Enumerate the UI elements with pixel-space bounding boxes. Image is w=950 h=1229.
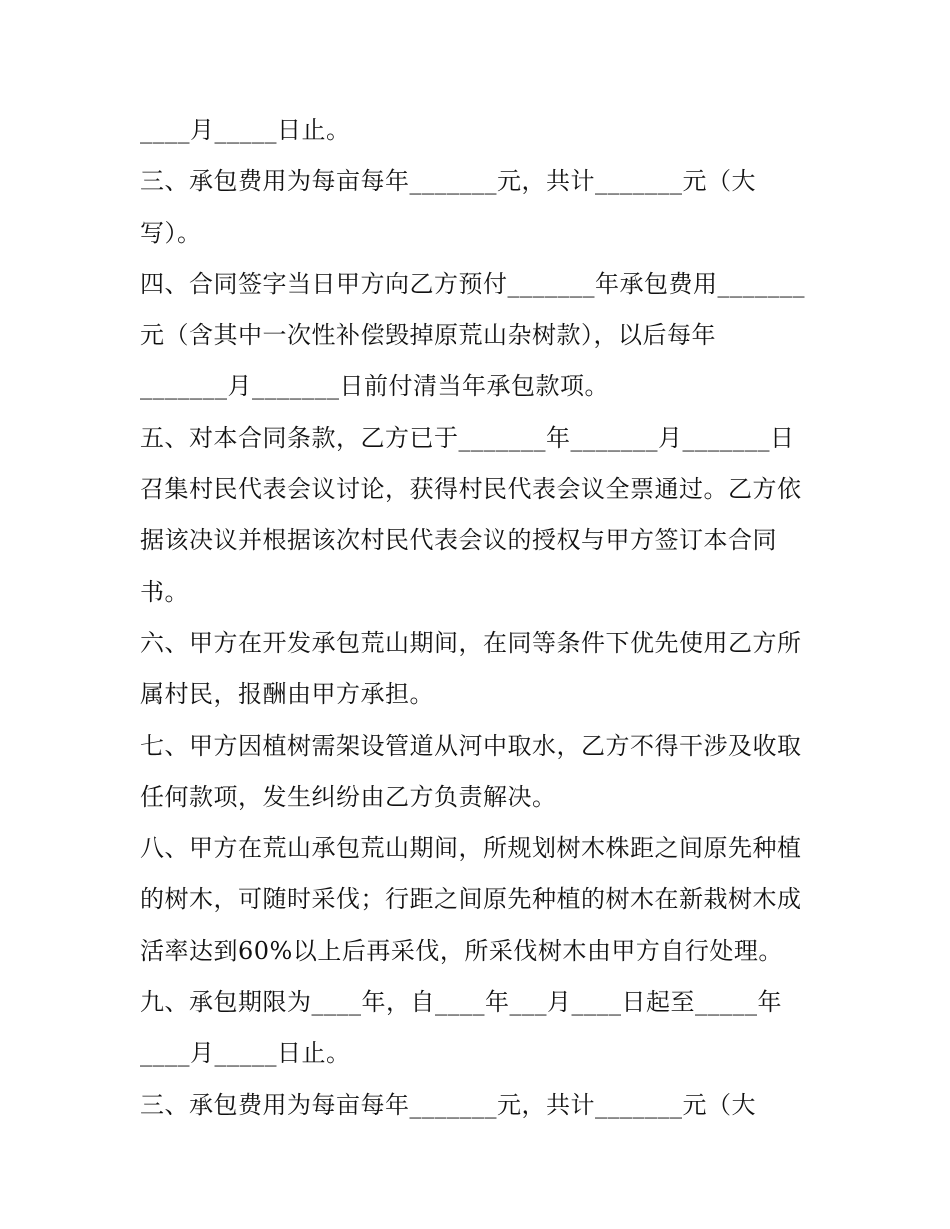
text-line: 七、甲方因植树需架设管道从河中取水，乙方不得干涉及收取: [140, 731, 802, 760]
text-line: 六、甲方在开发承包荒山期间，在同等条件下优先使用乙方所: [140, 628, 802, 657]
text-line: _______月_______日前付清当年承包款项。: [140, 372, 609, 401]
text-line: 三、承包费用为每亩每年_______元，共计_______元（大: [140, 167, 756, 196]
text-line: 据该决议并根据该次村民代表会议的授权与甲方签订本合同: [140, 526, 777, 555]
text-line: 活率达到60%以上后再采伐，所采伐树木由甲方自行处理。: [140, 936, 783, 965]
text-line: ____月_____日止。: [140, 116, 351, 144]
text-line: 属村民，报酬由甲方承担。: [140, 680, 434, 709]
text-line: 九、承包期限为____年，自____年___月____日起至_____年: [140, 988, 782, 1017]
text-line: 的树木，可随时采伐；行距之间原先种植的树木在新栽树木成: [140, 885, 802, 914]
text-line: 四、合同签字当日甲方向乙方预付_______年承包费用_______: [140, 269, 805, 298]
text-line: 召集村民代表会议讨论，获得村民代表会议全票通过。乙方依: [140, 475, 802, 504]
text-line: 书。: [140, 577, 189, 606]
contract-text: [140, 105, 820, 1131]
text-line: 元（含其中一次性补偿毁掉原荒山杂树款），以后每年: [140, 321, 716, 350]
text-line: 任何款项，发生纠纷由乙方负责解决。: [140, 782, 557, 811]
text-line: 五、对本合同条款，乙方已于_______年_______月_______日: [140, 423, 795, 452]
text-line: 三、承包费用为每亩每年_______元，共计_______元（大: [140, 1090, 756, 1119]
text-line: 写）。: [140, 218, 202, 247]
text-line: ____月_____日止。: [140, 1039, 351, 1068]
text-line: 八、甲方在荒山承包荒山期间，所规划树木株距之间原先种植: [140, 834, 802, 863]
